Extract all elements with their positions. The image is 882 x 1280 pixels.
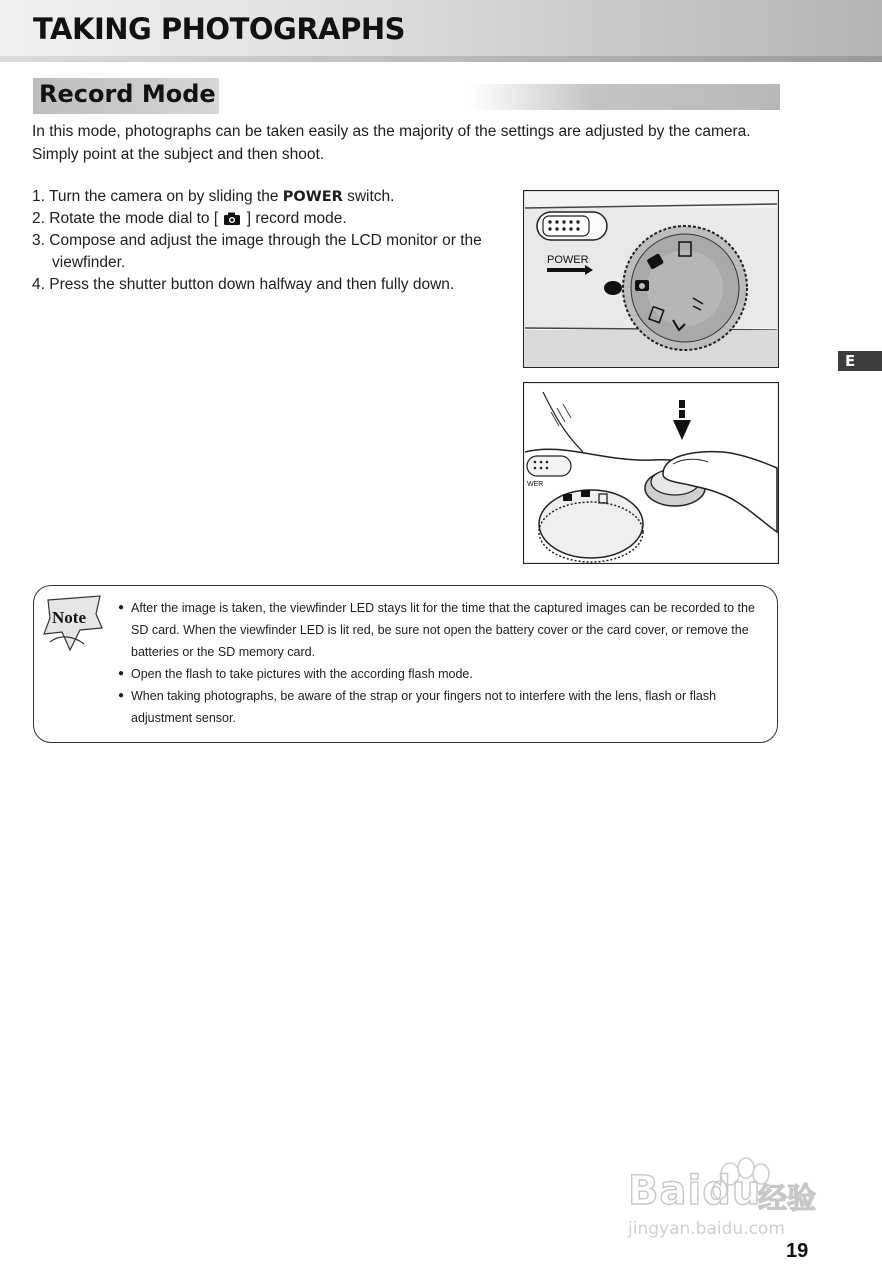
- note-item: ● When taking photographs, be aware of the strap or your fingers not to interfere with the lens, flash or flash adjustment sensor.: [118, 685, 773, 729]
- watermark-brand: Baidu: [628, 1168, 762, 1214]
- section-title: TAKING PHOTOGRAPHS: [33, 12, 406, 46]
- page-number: 19: [786, 1240, 809, 1262]
- power-label: POWER: [547, 254, 589, 266]
- record-mode-title: Record Mode: [39, 80, 216, 108]
- power-switch: [537, 212, 607, 240]
- note-badge-label: Note: [52, 608, 86, 627]
- section-tab-label: E: [845, 352, 856, 370]
- steps-list: [32, 186, 512, 296]
- camera-icon: [224, 212, 240, 225]
- step-1: 1. Turn the camera on by sliding the POWER switch.: [32, 188, 395, 205]
- step-4: 4. Press the shutter button down halfway and then fully down.: [32, 276, 455, 293]
- power-label-small: WER: [527, 481, 544, 488]
- watermark-cn: 经验: [758, 1181, 817, 1215]
- note-list: [118, 597, 773, 729]
- step-2: 2. Rotate the mode dial to [ ] record mode.: [32, 210, 347, 227]
- power-keyword: POWER: [282, 189, 343, 205]
- section-tab-e: [838, 351, 882, 371]
- intro-paragraph: In this mode, photographs can be taken easily as the majority of the settings are adjusted by the camera. Simply point at the subject and then shoot.: [32, 123, 751, 163]
- shutter-press-figure: [523, 382, 779, 564]
- power-switch-small: [527, 456, 571, 476]
- note-badge-icon: [40, 594, 106, 654]
- mode-dial-figure: [523, 190, 779, 368]
- step-3: 3. Compose and adjust the image through the LCD monitor or the viewfinder.: [32, 232, 482, 271]
- mode-dial: [623, 226, 747, 350]
- watermark-url: jingyan.baidu.com: [628, 1219, 785, 1239]
- note-item: ● Open the flash to take pictures with the according flash mode.: [118, 663, 773, 685]
- bleed-through-band: [470, 84, 780, 110]
- note-item: ● After the image is taken, the viewfinder LED stays lit for the time that the captured images can be recorded to the SD card. When the viewfinder LED is lit red, be sure not open the battery cover or the card cover, or remove the batteries or the SD memory card.: [118, 597, 773, 663]
